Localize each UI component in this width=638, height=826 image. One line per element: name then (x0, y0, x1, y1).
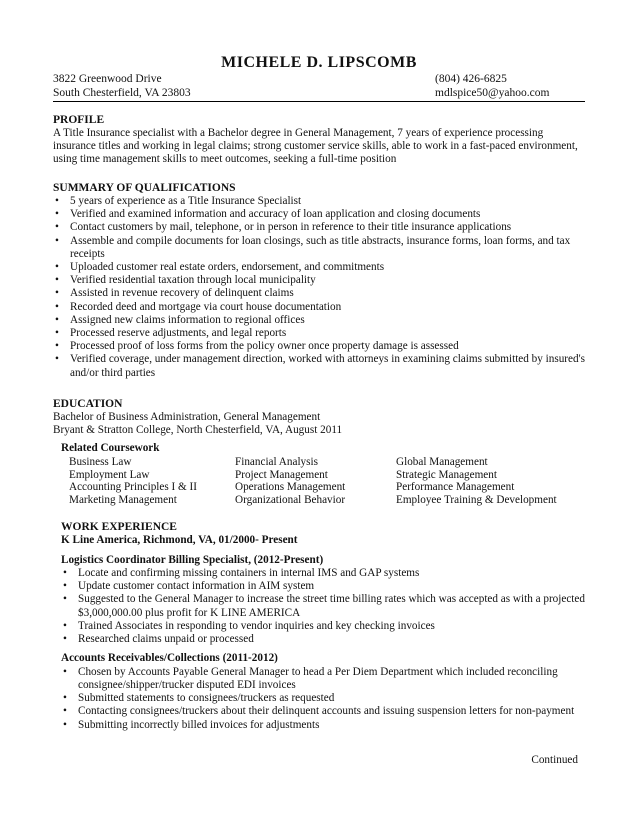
contact-block (53, 72, 585, 100)
continued-label: Continued (531, 754, 578, 766)
course-item: Employee Training & Development (396, 494, 557, 507)
list-item: • Verified coverage, under management direction, worked with attorneys in examining claims submitted by insured's and/or third parties (53, 353, 585, 379)
course-item: Employment Law (69, 468, 150, 481)
degree-text: Bachelor of Business Administration, General Management (53, 411, 321, 423)
course-item: Performance Management (396, 481, 515, 494)
list-item: • Suggested to the General Manager to increase the street time billing rates which was accepted as with a projected $3,000,000.00 plus profit for K LINE AMERICA (61, 593, 585, 619)
role-block (53, 652, 585, 732)
course-item: Organizational Behavior (235, 494, 346, 507)
list-item: • Contact customers by mail, telephone, or in person in reference to their title insurance applications (53, 221, 585, 234)
summary-heading: SUMMARY OF QUALIFICATIONS (53, 182, 236, 194)
summary-list (53, 195, 585, 380)
course-item: Project Management (235, 468, 328, 481)
school-text: Bryant & Stratton College, North Chesterfield, VA, August 2011 (53, 424, 343, 437)
email-address: mdlspice50@yahoo.com (435, 87, 550, 99)
profile-text: A Title Insurance specialist with a Bachelor degree in General Management, 7 years of experience processing insurance titles and working in legal claims; strong customer service skills, able to work in a fast-paced environment, using time management skills to meet outcomes, seeking a full-time position (53, 127, 578, 166)
list-item: • Recorded deed and mortgage via court house documentation (53, 301, 585, 314)
education-heading: EDUCATION (53, 398, 123, 410)
list-item: • Contacting consignees/truckers about their delinquent accounts and issuing suspension letters for non-payment (61, 705, 585, 718)
course-item: Business Law (69, 455, 132, 468)
list-item: • Chosen by Accounts Payable General Manager to head a Per Diem Department which included reconciling consignee/shipper/trucker disputed EDI invoices (61, 666, 585, 692)
coursework-heading: Related Coursework (61, 442, 160, 455)
role-title: Logistics Coordinator Billing Specialist, (2012-Present) (61, 553, 324, 566)
course-item: Operations Management (235, 481, 346, 494)
phone-number: (804) 426-6825 (435, 73, 507, 85)
summary-section (53, 181, 585, 380)
role-duties-list (61, 567, 585, 646)
list-item: • Uploaded customer real estate orders, endorsement, and commitments (53, 261, 585, 274)
list-item: • Submitting incorrectly billed invoices for adjustments (61, 719, 585, 732)
course-item: Strategic Management (396, 468, 497, 481)
list-item: • Verified and examined information and accuracy of loan application and closing documents (53, 208, 585, 221)
course-item: Financial Analysis (235, 455, 318, 468)
coursework-grid (61, 456, 585, 507)
course-item: Global Management (396, 455, 488, 468)
header-divider (53, 101, 585, 102)
profile-section (53, 113, 585, 167)
address-line-1: 3822 Greenwood Drive (53, 73, 162, 85)
list-item: • Update customer contact information in AIM system (61, 580, 585, 593)
course-item: Marketing Management (69, 494, 177, 507)
list-item: • Locate and confirming missing containers in internal IMS and GAP systems (61, 567, 585, 580)
list-item: • Assisted in revenue recovery of delinquent claims (53, 287, 585, 300)
list-item: • Processed proof of loss forms from the policy owner once property damage is assessed (53, 340, 585, 353)
list-item: • Submitted statements to consignees/truckers as requested (61, 692, 585, 705)
list-item: • Verified residential taxation through local municipality (53, 274, 585, 287)
list-item: • Assemble and compile documents for loan closings, such as title abstracts, insurance forms, loan forms, and tax receipts (53, 235, 585, 261)
list-item: • Assigned new claims information to regional offices (53, 314, 585, 327)
role-title: Accounts Receivables/Collections (2011-2012) (61, 652, 278, 665)
candidate-name: MICHELE D. LIPSCOMB (221, 54, 417, 71)
work-heading: WORK EXPERIENCE (61, 521, 177, 533)
role-duties-list (61, 666, 585, 732)
list-item: • Trained Associates in responding to vendor inquiries and key checking invoices (61, 620, 585, 633)
employer-line: K Line America, Richmond, VA, 01/2000- Present (61, 534, 298, 546)
course-item: Accounting Principles I & II (69, 481, 198, 494)
list-item: • Processed reserve adjustments, and legal reports (53, 327, 585, 340)
list-item: • 5 years of experience as a Title Insurance Specialist (53, 195, 585, 208)
address-line-2: South Chesterfield, VA 23803 (53, 87, 191, 99)
list-item: • Researched claims unpaid or processed (61, 633, 585, 646)
work-section (53, 520, 585, 732)
role-block (53, 554, 585, 647)
education-section (53, 397, 585, 507)
profile-heading: PROFILE (53, 114, 105, 126)
